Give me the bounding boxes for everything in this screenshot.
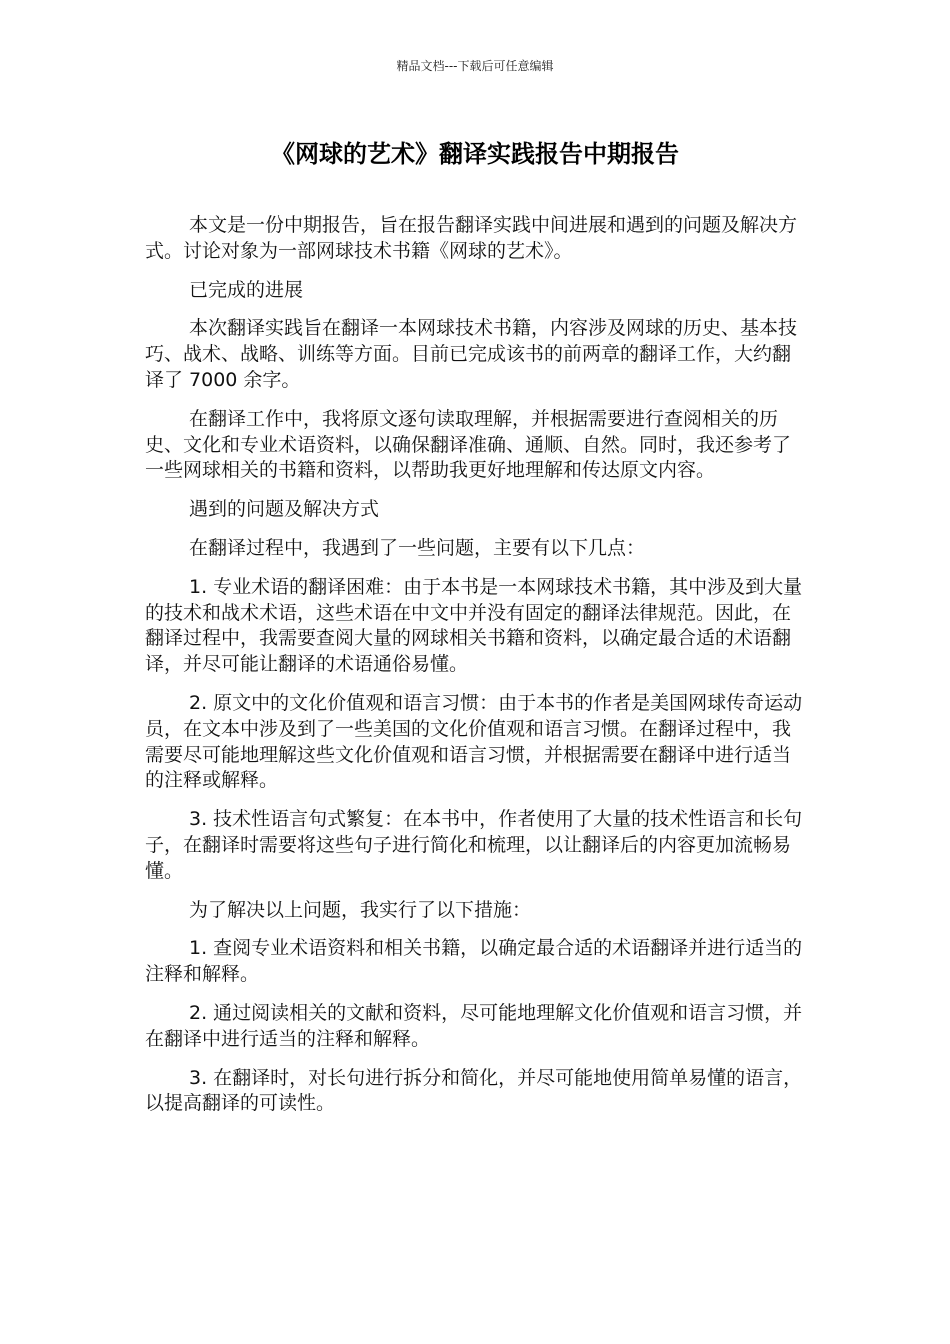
- paragraph-progress-method: 在翻译工作中，我将原文逐句读取理解，并根据需要进行查阅相关的历史、文化和专业术语资料，以确保翻译准确、通顺、自然。同时，我还参考了一些网球相关的书籍和资料，以帮助我更好地理解和传达原文内容。: [145, 407, 792, 482]
- paragraph-measures-intro: 为了解决以上问题，我实行了以下措施：: [189, 898, 532, 921]
- document-body: [145, 213, 805, 1130]
- paragraph-progress-summary: 本次翻译实践旨在翻译一本网球技术书籍，内容涉及网球的历史、基本技巧、战术、战略、训练等方面。目前已完成该书的前两章的翻译工作，大约翻译了 7000 余字。: [145, 317, 798, 391]
- section-heading-problems: 遇到的问题及解决方式: [189, 498, 380, 521]
- page-header-note: 精品文档---下载后可任意编辑: [396, 59, 554, 73]
- paragraph-intro: 本文是一份中期报告，旨在报告翻译实践中间进展和遇到的问题及解决方式。讨论对象为一部网球技术书籍《网球的艺术》。: [145, 214, 798, 262]
- list-item-problem-1: 1. 专业术语的翻译困难：由于本书是一本网球技术书籍，其中涉及到大量的技术和战术术语，这些术语在中文中并没有固定的翻译法律规范。因此，在翻译过程中，我需要查阅大量的网球相关书籍和资料，以确定最合适的术语翻译，并尽可能让翻译的术语通俗易懂。: [145, 575, 803, 676]
- document-title: 《网球的艺术》翻译实践报告中期报告: [271, 140, 679, 168]
- list-item-problem-2: 2. 原文中的文化价值观和语言习惯：由于本书的作者是美国网球传奇运动员，在文本中涉及到了一些美国的文化价值观和语言习惯。在翻译过程中，我需要尽可能地理解这些文化价值观和语言习惯，并根据需要在翻译中进行适当的注释或解释。: [145, 691, 803, 792]
- list-item-measure-2: 2. 通过阅读相关的文献和资料，尽可能地理解文化价值观和语言习惯，并在翻译中进行适当的注释和解释。: [145, 1001, 803, 1050]
- list-item-measure-1: 1. 查阅专业术语资料和相关书籍，以确定最合适的术语翻译并进行适当的注释和解释。: [145, 937, 803, 986]
- paragraph-problems-intro: 在翻译过程中，我遇到了一些问题，主要有以下几点：: [189, 536, 646, 559]
- section-heading-progress: 已完成的进展: [189, 278, 304, 301]
- list-item-measure-3: 3. 在翻译时，对长句进行拆分和简化，并尽可能地使用简单易懂的语言，以提高翻译的可读性。: [145, 1066, 803, 1115]
- list-item-problem-3: 3. 技术性语言句式繁复：在本书中，作者使用了大量的技术性语言和长句子，在翻译时需要将这些句子进行简化和梳理，以让翻译后的内容更加流畅易懂。: [145, 808, 803, 882]
